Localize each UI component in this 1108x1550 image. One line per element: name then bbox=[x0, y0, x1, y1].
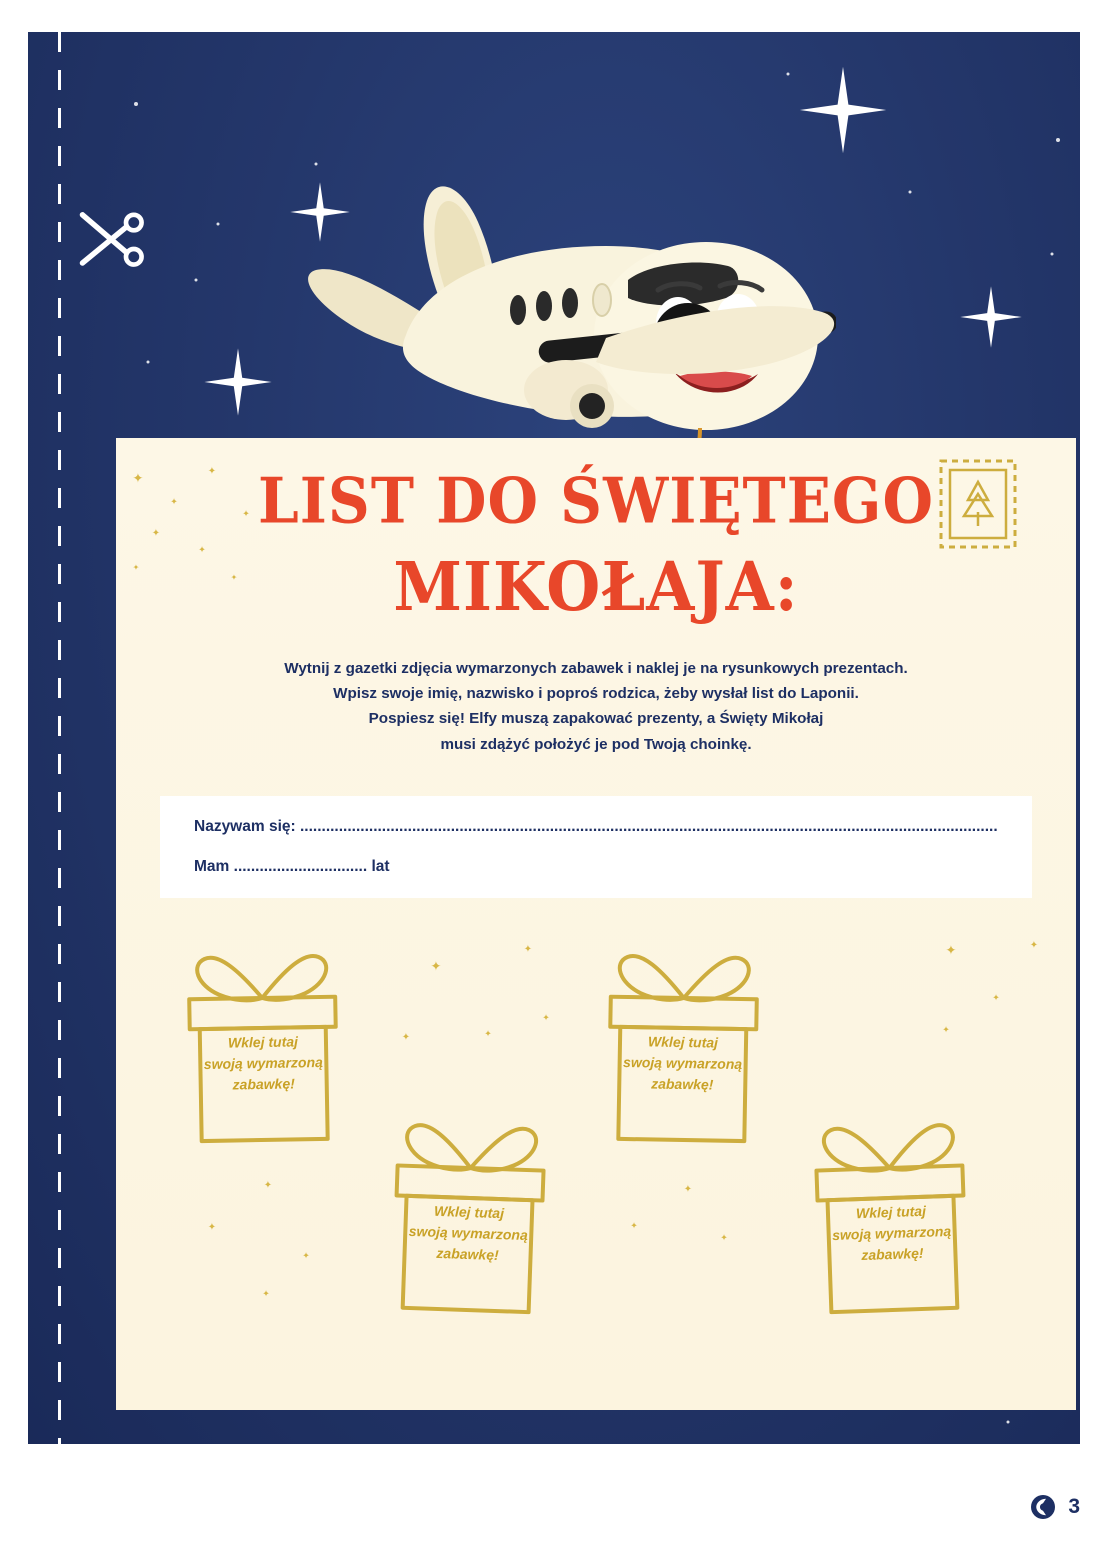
letter-card: ✦ ✦ ✦ ✦ ✦ ✦ ✦ ✦ LIST DO ŚWIĘTEGO MIKOŁAJA: Wytnij z gazetki zdjęcia wymarzonych zabawek i naklej je na rysunkowych prezentach. Wpisz swoje imię, nazwisko i poproś rodzica, żeby wysłał list do Laponii. Pospiesz się! Elfy muszą zapakować prezenty, a Święty Mikołaj musi zdążyć położyć je pod Twoją choinkę. Nazywam się: .................................................................................................................................................................. Mam ............................... lat Wklej tutaj swoją wymarzoną zabawkę! Wklej tutaj swoją wymarzoną zabawkę! Wklej tutaj swoją wymarzoną zabawkę! Wklej tutaj swoją wymarzoną zabawkę! ✦ ✦ ✦ ✦ ✦ ✦ ✦ ✦ ✦ ✦ ✦ ✦ ✦ ✦ ✦ ✦ bbox=[116, 438, 1076, 1410]
gift-label-line3: zabawkę! bbox=[651, 1075, 714, 1093]
instruction-line: Wytnij z gazetki zdjęcia wymarzonych zabawek i naklej je na rysunkowych prezentach. bbox=[284, 660, 908, 677]
name-age-form[interactable] bbox=[160, 796, 1032, 898]
age-unit-label: lat bbox=[371, 858, 390, 875]
gift-label-line2: swoją wymarzoną bbox=[408, 1222, 529, 1244]
gift-outline-icon bbox=[370, 1103, 567, 1325]
name-input-line[interactable]: .................................................................................................................................................................. bbox=[299, 818, 998, 835]
sparkle-star-icon bbox=[959, 285, 1023, 349]
age-label: Mam bbox=[194, 858, 230, 875]
postage-stamp-icon bbox=[936, 456, 1020, 552]
gift-box-3[interactable] bbox=[370, 1103, 567, 1325]
gift-label-line2: swoją wymarzoną bbox=[203, 1053, 323, 1073]
title-line-2: MIKOŁAJA: bbox=[393, 546, 799, 626]
sparkle-star-icon bbox=[798, 65, 888, 155]
gift-label-line3: zabawkę! bbox=[232, 1075, 295, 1093]
gift-label-line2: swoją wymarzoną bbox=[622, 1053, 743, 1073]
star-dot bbox=[195, 279, 198, 282]
gift-label-line3: zabawkę! bbox=[436, 1244, 499, 1264]
gift-label-line1: Wklej tutaj bbox=[227, 1033, 299, 1051]
christmas-letter-poster bbox=[28, 32, 1080, 1444]
gift-label-line1: Wklej tutaj bbox=[433, 1202, 505, 1222]
star-dot bbox=[909, 191, 912, 194]
age-input-line[interactable]: ............................... bbox=[233, 858, 368, 875]
sparkle-star-icon bbox=[203, 347, 273, 417]
carrefour-logo-icon bbox=[1028, 1492, 1058, 1522]
star-dot bbox=[1051, 253, 1054, 256]
star-dot bbox=[1056, 138, 1060, 142]
scissors-icon bbox=[72, 207, 152, 277]
dashed-cut-line bbox=[58, 32, 61, 1444]
star-dot bbox=[217, 223, 220, 226]
instruction-line: Pospiesz się! Elfy muszą zapakować prezenty, a Święty Mikołaj bbox=[368, 710, 824, 728]
instructions-text bbox=[116, 656, 1076, 757]
gift-outline-icon bbox=[792, 1103, 989, 1325]
gift-box-1[interactable] bbox=[166, 934, 360, 1152]
gift-outline-icon bbox=[586, 934, 780, 1152]
star-dot bbox=[787, 73, 790, 76]
age-field-row[interactable] bbox=[194, 858, 390, 876]
gift-label-line2: swoją wymarzoną bbox=[831, 1222, 952, 1244]
name-field-row[interactable] bbox=[194, 818, 998, 836]
name-label: Nazywam się: bbox=[194, 818, 296, 835]
instruction-line: musi zdążyć położyć je pod Twoją choinkę. bbox=[440, 735, 752, 753]
gift-box-2[interactable] bbox=[586, 934, 780, 1152]
star-dot bbox=[134, 102, 138, 106]
page-footer bbox=[1028, 1492, 1080, 1522]
gift-box-4[interactable] bbox=[792, 1103, 989, 1325]
page-title bbox=[116, 460, 1076, 631]
gift-label-line3: zabawkę! bbox=[861, 1244, 924, 1264]
gift-label-line1: Wklej tutaj bbox=[855, 1202, 927, 1222]
page-number: 3 bbox=[1068, 1495, 1080, 1518]
star-dot bbox=[1007, 1421, 1010, 1424]
star-dot bbox=[147, 361, 150, 364]
gift-outline-icon bbox=[166, 934, 360, 1152]
instruction-line: Wpisz swoje imię, nazwisko i poproś rodzica, żeby wysłał list do Laponii. bbox=[333, 685, 859, 703]
title-line-1: LIST DO ŚWIĘTEGO bbox=[258, 463, 934, 538]
cartoon-airplane-icon bbox=[276, 160, 836, 450]
gift-label-line1: Wklej tutaj bbox=[647, 1033, 719, 1051]
